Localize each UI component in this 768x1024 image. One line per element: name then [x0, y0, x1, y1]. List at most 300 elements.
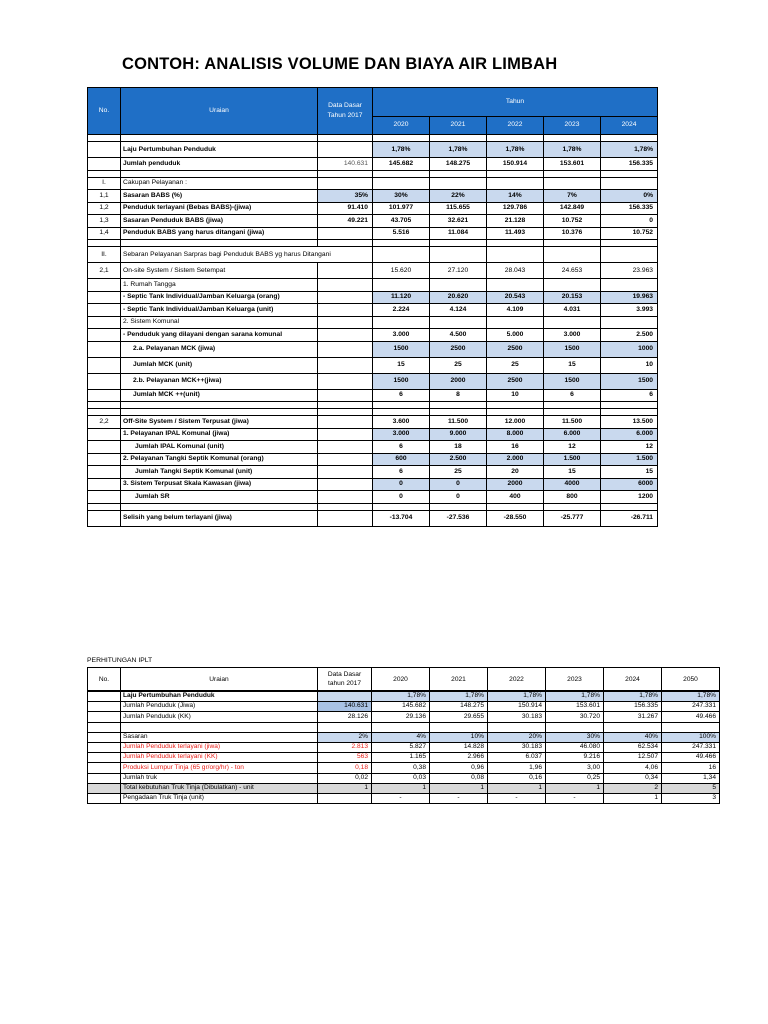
year-value: 20.153 — [544, 291, 601, 304]
row-number — [88, 753, 121, 763]
year-value — [430, 247, 487, 263]
year-value: 11.493 — [487, 227, 544, 240]
table-row — [88, 702, 720, 712]
year-value: 1.500 — [544, 453, 601, 466]
spacer-cell — [121, 409, 318, 416]
row-label: Laju Pertumbuhan Penduduk — [121, 691, 318, 702]
year-value: -26.711 — [601, 510, 658, 526]
row-number: 2,2 — [88, 416, 121, 429]
year-value: 1 — [372, 783, 430, 793]
year-value: 30.183 — [488, 712, 546, 722]
year-value: 14% — [487, 190, 544, 203]
year-value: 145.682 — [372, 702, 430, 712]
row-number — [88, 158, 121, 171]
year-value: 2.000 — [487, 453, 544, 466]
spacer-row — [88, 503, 658, 510]
year-value — [373, 316, 430, 329]
row-number — [88, 142, 121, 158]
year-value: 19.963 — [601, 291, 658, 304]
year-value: 1500 — [544, 341, 601, 357]
year-value: -25.777 — [544, 510, 601, 526]
year-value: 13.500 — [601, 416, 658, 429]
table-row — [88, 466, 658, 479]
year-value: 101.977 — [373, 202, 430, 215]
year-value: -27.536 — [430, 510, 487, 526]
row-label: Laju Pertumbuhan Penduduk — [121, 142, 318, 158]
header-year: 2024 — [601, 116, 658, 134]
year-value: 1500 — [601, 373, 658, 389]
spacer-cell — [544, 409, 601, 416]
spacer-cell — [88, 503, 121, 510]
iplt-header-data-dasar: Data Dasar tahun 2017 — [318, 668, 372, 692]
year-value — [430, 279, 487, 292]
year-value: 3.600 — [373, 416, 430, 429]
year-value: 62.534 — [604, 742, 662, 752]
iplt-header-year: 2023 — [546, 668, 604, 692]
row-number — [88, 466, 121, 479]
spacer-cell — [601, 503, 658, 510]
year-value: 156.335 — [604, 702, 662, 712]
year-value: 0,08 — [430, 773, 488, 783]
year-value: 40% — [604, 732, 662, 742]
row-number: II. — [88, 247, 121, 263]
base-value — [318, 373, 373, 389]
iplt-header-year: 2021 — [430, 668, 488, 692]
year-value: 150.914 — [488, 702, 546, 712]
iplt-section-label: PERHITUNGAN IPLT — [87, 657, 153, 664]
row-number — [88, 291, 121, 304]
year-value: 49.466 — [662, 712, 720, 722]
spacer-row — [88, 722, 720, 732]
year-value: 30% — [546, 732, 604, 742]
iplt-header-year: 2024 — [604, 668, 662, 692]
spacer-row — [88, 409, 658, 416]
year-value: - — [546, 793, 604, 803]
year-value — [601, 177, 658, 190]
year-value — [373, 247, 430, 263]
table-row — [88, 227, 658, 240]
spacer-cell — [430, 402, 487, 409]
year-value: 6 — [373, 466, 430, 479]
table-row — [88, 202, 658, 215]
year-value: 21.128 — [487, 215, 544, 228]
spacer-cell — [544, 170, 601, 177]
spacer-cell — [430, 135, 487, 142]
spacer-cell — [318, 503, 373, 510]
year-value: 12.000 — [487, 416, 544, 429]
year-value — [544, 177, 601, 190]
table-row — [88, 279, 658, 292]
table-row — [88, 732, 720, 742]
year-value: 1,78% — [546, 691, 604, 702]
iplt-header-no: No. — [88, 668, 121, 692]
spacer-cell — [430, 503, 487, 510]
base-value: 140.631 — [318, 702, 372, 712]
year-value: 0,25 — [546, 773, 604, 783]
base-value: 91.410 — [318, 202, 373, 215]
year-value — [487, 279, 544, 292]
year-value — [544, 247, 601, 263]
base-value: 563 — [318, 753, 372, 763]
year-value: 46.080 — [546, 742, 604, 752]
row-label: 2.b. Pelayanan MCK++(jiwa) — [121, 373, 318, 389]
year-value: 9.216 — [546, 753, 604, 763]
year-value: 6 — [373, 389, 430, 402]
header-year: 2020 — [373, 116, 430, 134]
row-number: 1,1 — [88, 190, 121, 203]
row-label: 1. Rumah Tangga — [121, 279, 318, 292]
spacer-cell — [318, 402, 373, 409]
year-value: -28.550 — [487, 510, 544, 526]
header-year: 2022 — [487, 116, 544, 134]
year-value: 2.500 — [601, 329, 658, 342]
row-number: 1,4 — [88, 227, 121, 240]
year-value: 100% — [662, 732, 720, 742]
row-label: 1. Pelayanan IPAL Komunal (jiwa) — [121, 428, 318, 441]
spacer-cell — [373, 402, 430, 409]
year-value: 6 — [601, 389, 658, 402]
table-row — [88, 190, 658, 203]
year-value: 0 — [373, 478, 430, 491]
year-value: 8 — [430, 389, 487, 402]
year-value — [544, 316, 601, 329]
base-value — [318, 227, 373, 240]
spacer-row — [88, 240, 658, 247]
year-value: 1.165 — [372, 753, 430, 763]
year-value: 10.752 — [601, 227, 658, 240]
table-row — [88, 316, 658, 329]
year-value: 5.827 — [372, 742, 430, 752]
year-value: - — [488, 793, 546, 803]
table-row — [88, 416, 658, 429]
year-value: 15 — [601, 466, 658, 479]
year-value: 22% — [430, 190, 487, 203]
year-value: 29.655 — [430, 712, 488, 722]
base-value — [318, 279, 373, 292]
row-label: Total kebutuhan Truk Tinja (Dibulatkan) - unit — [121, 783, 318, 793]
year-value: 15 — [373, 357, 430, 373]
row-label: Jumlah MCK (unit) — [121, 357, 318, 373]
table-row — [88, 441, 658, 454]
row-label: Jumlah truk — [121, 773, 318, 783]
row-number — [88, 373, 121, 389]
table-row — [88, 691, 720, 702]
row-label: Jumlah Penduduk (Jiwa) — [121, 702, 318, 712]
year-value: 247.331 — [662, 702, 720, 712]
base-value: 35% — [318, 190, 373, 203]
year-value: 1,78% — [430, 691, 488, 702]
row-number: 1,2 — [88, 202, 121, 215]
spacer-cell — [372, 722, 430, 732]
row-number — [88, 329, 121, 342]
year-value: 16 — [487, 441, 544, 454]
row-label: Produksi Lumpur Tinja (65 gr/org/hr) - ton — [121, 763, 318, 773]
row-label: Penduduk terlayani (Bebas BABS)-(jiwa) — [121, 202, 318, 215]
year-value: 24.653 — [544, 263, 601, 279]
year-value: 8.000 — [487, 428, 544, 441]
spacer-cell — [121, 240, 318, 247]
spacer-cell — [604, 722, 662, 732]
year-value: 12.507 — [604, 753, 662, 763]
spacer-cell — [430, 170, 487, 177]
base-value — [318, 441, 373, 454]
spacer-cell — [662, 722, 720, 732]
year-value: 156.335 — [601, 202, 658, 215]
year-value: 25 — [430, 357, 487, 373]
spacer-cell — [544, 240, 601, 247]
spacer-cell — [318, 135, 373, 142]
year-value: 20.620 — [430, 291, 487, 304]
year-value: 148.275 — [430, 158, 487, 171]
spacer-cell — [88, 240, 121, 247]
base-value: 1 — [318, 783, 372, 793]
year-value: 2000 — [487, 478, 544, 491]
year-value: 43.705 — [373, 215, 430, 228]
row-number — [88, 702, 121, 712]
spacer-cell — [121, 170, 318, 177]
base-value: 2% — [318, 732, 372, 742]
year-value: 2 — [604, 783, 662, 793]
year-value: 10.752 — [544, 215, 601, 228]
year-value: 7% — [544, 190, 601, 203]
spacer-cell — [318, 240, 373, 247]
year-value: 20 — [487, 466, 544, 479]
year-value: 25 — [430, 466, 487, 479]
year-value: 1500 — [373, 341, 430, 357]
year-value: 6.037 — [488, 753, 546, 763]
year-value: 16 — [662, 763, 720, 773]
spacer-cell — [318, 170, 373, 177]
row-label: Jumlah Penduduk terlayani (jiwa) — [121, 742, 318, 752]
row-number — [88, 304, 121, 317]
spacer-cell — [88, 402, 121, 409]
base-value — [318, 329, 373, 342]
year-value: 49.466 — [662, 753, 720, 763]
row-label: 2.a. Pelayanan MCK (jiwa) — [121, 341, 318, 357]
year-value: 0,34 — [604, 773, 662, 783]
row-number — [88, 478, 121, 491]
year-value: 0 — [601, 215, 658, 228]
spacer-cell — [487, 170, 544, 177]
row-number — [88, 357, 121, 373]
year-value: 2500 — [487, 373, 544, 389]
row-label: Pengadaan Truk Tinja (unit) — [121, 793, 318, 803]
table-row — [88, 428, 658, 441]
row-number — [88, 763, 121, 773]
year-value: 0,38 — [372, 763, 430, 773]
year-value: 20% — [488, 732, 546, 742]
year-value: 1000 — [601, 341, 658, 357]
year-value: 30.183 — [488, 742, 546, 752]
base-value — [318, 453, 373, 466]
year-value — [373, 177, 430, 190]
spacer-cell — [121, 503, 318, 510]
table-row — [88, 158, 658, 171]
table-row — [88, 773, 720, 783]
table-row — [88, 491, 658, 504]
row-label: Sasaran Penduduk BABS (jiwa) — [121, 215, 318, 228]
row-label: 3. Sistem Terpusat Skala Kawasan (jiwa) — [121, 478, 318, 491]
year-value: 0 — [373, 491, 430, 504]
base-value — [318, 478, 373, 491]
year-value: 25 — [487, 357, 544, 373]
row-label: Penduduk BABS yang harus ditangani (jiwa) — [121, 227, 318, 240]
year-value: 32.621 — [430, 215, 487, 228]
year-value: 148.275 — [430, 702, 488, 712]
year-value: 4,06 — [604, 763, 662, 773]
row-number — [88, 441, 121, 454]
header-data-dasar: Data Dasar Tahun 2017 — [318, 88, 373, 135]
year-value: 6.000 — [601, 428, 658, 441]
row-number: I. — [88, 177, 121, 190]
year-value: 1,78% — [604, 691, 662, 702]
spacer-cell — [487, 503, 544, 510]
year-value: 10.376 — [544, 227, 601, 240]
year-value: 1,96 — [488, 763, 546, 773]
year-value: 1200 — [601, 491, 658, 504]
year-value: 1,78% — [373, 142, 430, 158]
year-value: 14.828 — [430, 742, 488, 752]
page-title: CONTOH: ANALISIS VOLUME DAN BIAYA AIR LIMBAH — [122, 55, 558, 73]
base-value — [318, 466, 373, 479]
year-value: 5 — [662, 783, 720, 793]
spacer-cell — [601, 409, 658, 416]
base-value — [318, 428, 373, 441]
spacer-cell — [601, 135, 658, 142]
row-label: Sasaran — [121, 732, 318, 742]
table-row — [88, 793, 720, 803]
year-value: 30.720 — [546, 712, 604, 722]
table-row — [88, 742, 720, 752]
year-value: 5.000 — [487, 329, 544, 342]
table-row — [88, 763, 720, 773]
spacer-cell — [487, 402, 544, 409]
spacer-cell — [430, 409, 487, 416]
row-label: - Penduduk yang dilayani dengan sarana komunal — [121, 329, 318, 342]
year-value: 6 — [373, 441, 430, 454]
spacer-row — [88, 170, 658, 177]
row-number: 1,3 — [88, 215, 121, 228]
year-value — [601, 316, 658, 329]
iplt-header-uraian: Uraian — [121, 668, 318, 692]
row-number — [88, 732, 121, 742]
year-value — [430, 177, 487, 190]
year-value: 10% — [430, 732, 488, 742]
table-row — [88, 373, 658, 389]
iplt-header-year: 2022 — [488, 668, 546, 692]
spacer-cell — [601, 170, 658, 177]
year-value: 1.500 — [601, 453, 658, 466]
year-value: 30% — [373, 190, 430, 203]
year-value: 11.084 — [430, 227, 487, 240]
year-value: 29.136 — [372, 712, 430, 722]
row-number — [88, 428, 121, 441]
base-value — [318, 304, 373, 317]
iplt-table-body — [88, 691, 720, 804]
year-value: -13.704 — [373, 510, 430, 526]
row-number — [88, 742, 121, 752]
year-value: 1 — [488, 783, 546, 793]
table-row — [88, 291, 658, 304]
year-value: 4.500 — [430, 329, 487, 342]
row-number — [88, 316, 121, 329]
row-label: Sebaran Pelayanan Sarpras bagi Penduduk BABS yg harus Ditangani — [121, 247, 373, 263]
analysis-table — [87, 87, 658, 527]
year-value: 1 — [604, 793, 662, 803]
year-value: 4.031 — [544, 304, 601, 317]
base-value — [318, 491, 373, 504]
base-value — [318, 341, 373, 357]
year-value: 0,03 — [372, 773, 430, 783]
spacer-cell — [487, 240, 544, 247]
year-value: 3.993 — [601, 304, 658, 317]
spacer-cell — [88, 135, 121, 142]
year-value: 0% — [601, 190, 658, 203]
year-value: 2.500 — [430, 453, 487, 466]
year-value: 1 — [546, 783, 604, 793]
year-value: 28.043 — [487, 263, 544, 279]
header-year: 2023 — [544, 116, 601, 134]
year-value: 11.500 — [544, 416, 601, 429]
row-label: Jumlah MCK ++(unit) — [121, 389, 318, 402]
year-value — [544, 279, 601, 292]
year-value: 11.120 — [373, 291, 430, 304]
year-value: 129.786 — [487, 202, 544, 215]
table-row — [88, 341, 658, 357]
year-value: 2.224 — [373, 304, 430, 317]
year-value: 1500 — [544, 373, 601, 389]
year-value: 400 — [487, 491, 544, 504]
year-value: 150.914 — [487, 158, 544, 171]
base-value — [318, 416, 373, 429]
iplt-header-year: 2020 — [372, 668, 430, 692]
base-value — [318, 691, 372, 702]
row-label: Off-Site System / Sistem Terpusat (jiwa) — [121, 416, 318, 429]
year-value: 800 — [544, 491, 601, 504]
year-value — [601, 247, 658, 263]
spacer-cell — [487, 135, 544, 142]
table-row — [88, 753, 720, 763]
row-label: 2. Pelayanan Tangki Septik Komunal (orang) — [121, 453, 318, 466]
year-value: 153.601 — [544, 158, 601, 171]
year-value: 23.963 — [601, 263, 658, 279]
year-value: 12 — [544, 441, 601, 454]
base-value — [318, 316, 373, 329]
year-value: 2.966 — [430, 753, 488, 763]
row-number — [88, 341, 121, 357]
base-value: 0,02 — [318, 773, 372, 783]
spacer-cell — [544, 135, 601, 142]
base-value: 0,18 — [318, 763, 372, 773]
year-value: 0,96 — [430, 763, 488, 773]
table-row — [88, 783, 720, 793]
spacer-cell — [544, 402, 601, 409]
row-number — [88, 773, 121, 783]
year-value: 142.849 — [544, 202, 601, 215]
year-value — [373, 279, 430, 292]
spacer-cell — [373, 503, 430, 510]
base-value — [318, 263, 373, 279]
year-value: 1500 — [373, 373, 430, 389]
spacer-cell — [488, 722, 546, 732]
year-value: 153.601 — [546, 702, 604, 712]
year-value: 5.516 — [373, 227, 430, 240]
year-value: 4000 — [544, 478, 601, 491]
year-value: 3.000 — [544, 329, 601, 342]
year-value — [601, 279, 658, 292]
table-row — [88, 263, 658, 279]
year-value — [487, 177, 544, 190]
